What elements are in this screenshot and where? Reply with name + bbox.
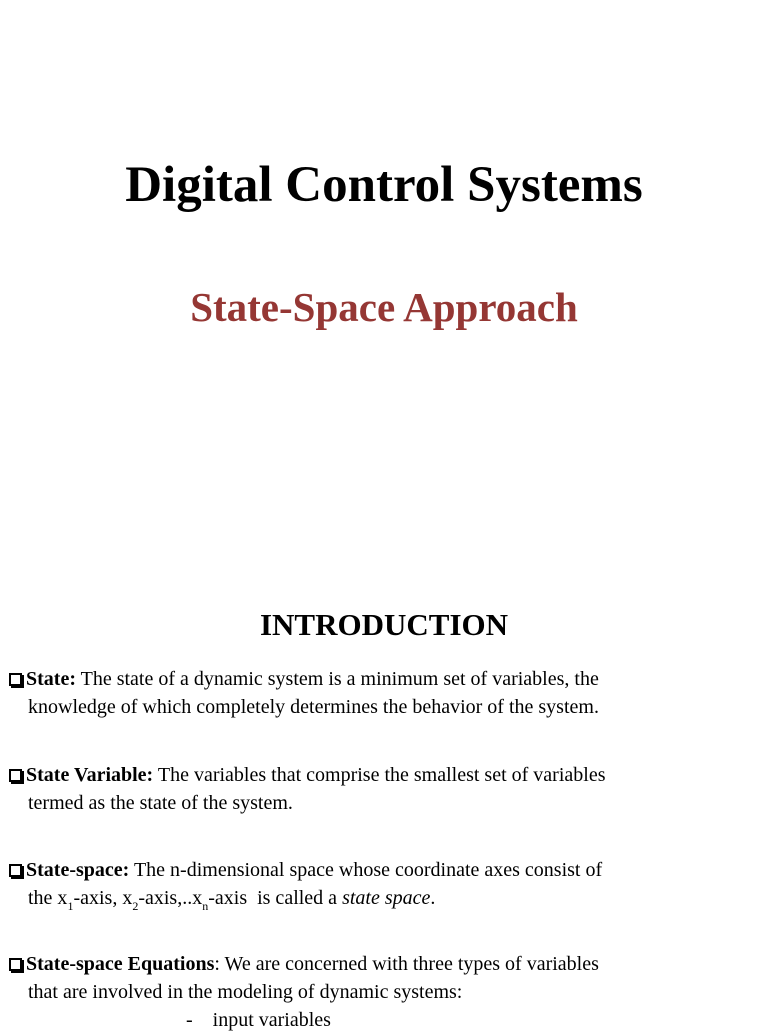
- bullet-term: State Variable:: [26, 764, 154, 786]
- continuation-text: -axis is called a: [208, 887, 343, 909]
- bullet-state: [9, 665, 724, 721]
- bullet-state-space: [9, 856, 724, 912]
- continuation-text: .: [430, 887, 436, 909]
- section-heading: INTRODUCTION: [259, 607, 509, 642]
- bullet-text: : We are concerned with three types of variables: [214, 953, 599, 975]
- checkbox-square-icon: [9, 769, 22, 782]
- bullet-text: The variables that comprise the smallest set of variables: [153, 764, 606, 786]
- bullet-continuation: termed as the state of the system.: [28, 792, 293, 814]
- checkbox-square-icon: [9, 864, 22, 877]
- bullet-text: The state of a dynamic system is a minimum set of variables, the: [75, 668, 599, 690]
- bullet-state-space-equations: [9, 950, 724, 1006]
- bullet-text: The n-dimensional space whose coordinate axes consist of: [129, 859, 603, 881]
- bullet-continuation: knowledge of which completely determines the behavior of the system.: [28, 696, 599, 718]
- continuation-text: -axis,..x: [138, 887, 203, 909]
- sub-bullet-input-variables: - input variables: [186, 1009, 331, 1031]
- bullet-state-variable: [9, 761, 724, 817]
- subscript: 1: [67, 899, 74, 913]
- continuation-text: the x: [28, 887, 68, 909]
- subscript: n: [202, 899, 209, 913]
- bullet-continuation: that are involved in the modeling of dynamic systems:: [28, 981, 463, 1003]
- bullet-term: State-space Equations: [26, 953, 215, 975]
- italic-term: state space: [342, 887, 431, 909]
- checkbox-square-icon: [9, 958, 22, 971]
- slide-title: Digital Control Systems: [125, 157, 643, 213]
- bullet-term: State:: [26, 668, 76, 690]
- subscript: 2: [132, 899, 139, 913]
- bullet-continuation: [9, 884, 724, 912]
- checkbox-square-icon: [9, 673, 22, 686]
- continuation-text: -axis, x: [73, 887, 133, 909]
- bullet-term: State-space:: [26, 859, 130, 881]
- slide-subtitle: State-Space Approach: [190, 284, 578, 330]
